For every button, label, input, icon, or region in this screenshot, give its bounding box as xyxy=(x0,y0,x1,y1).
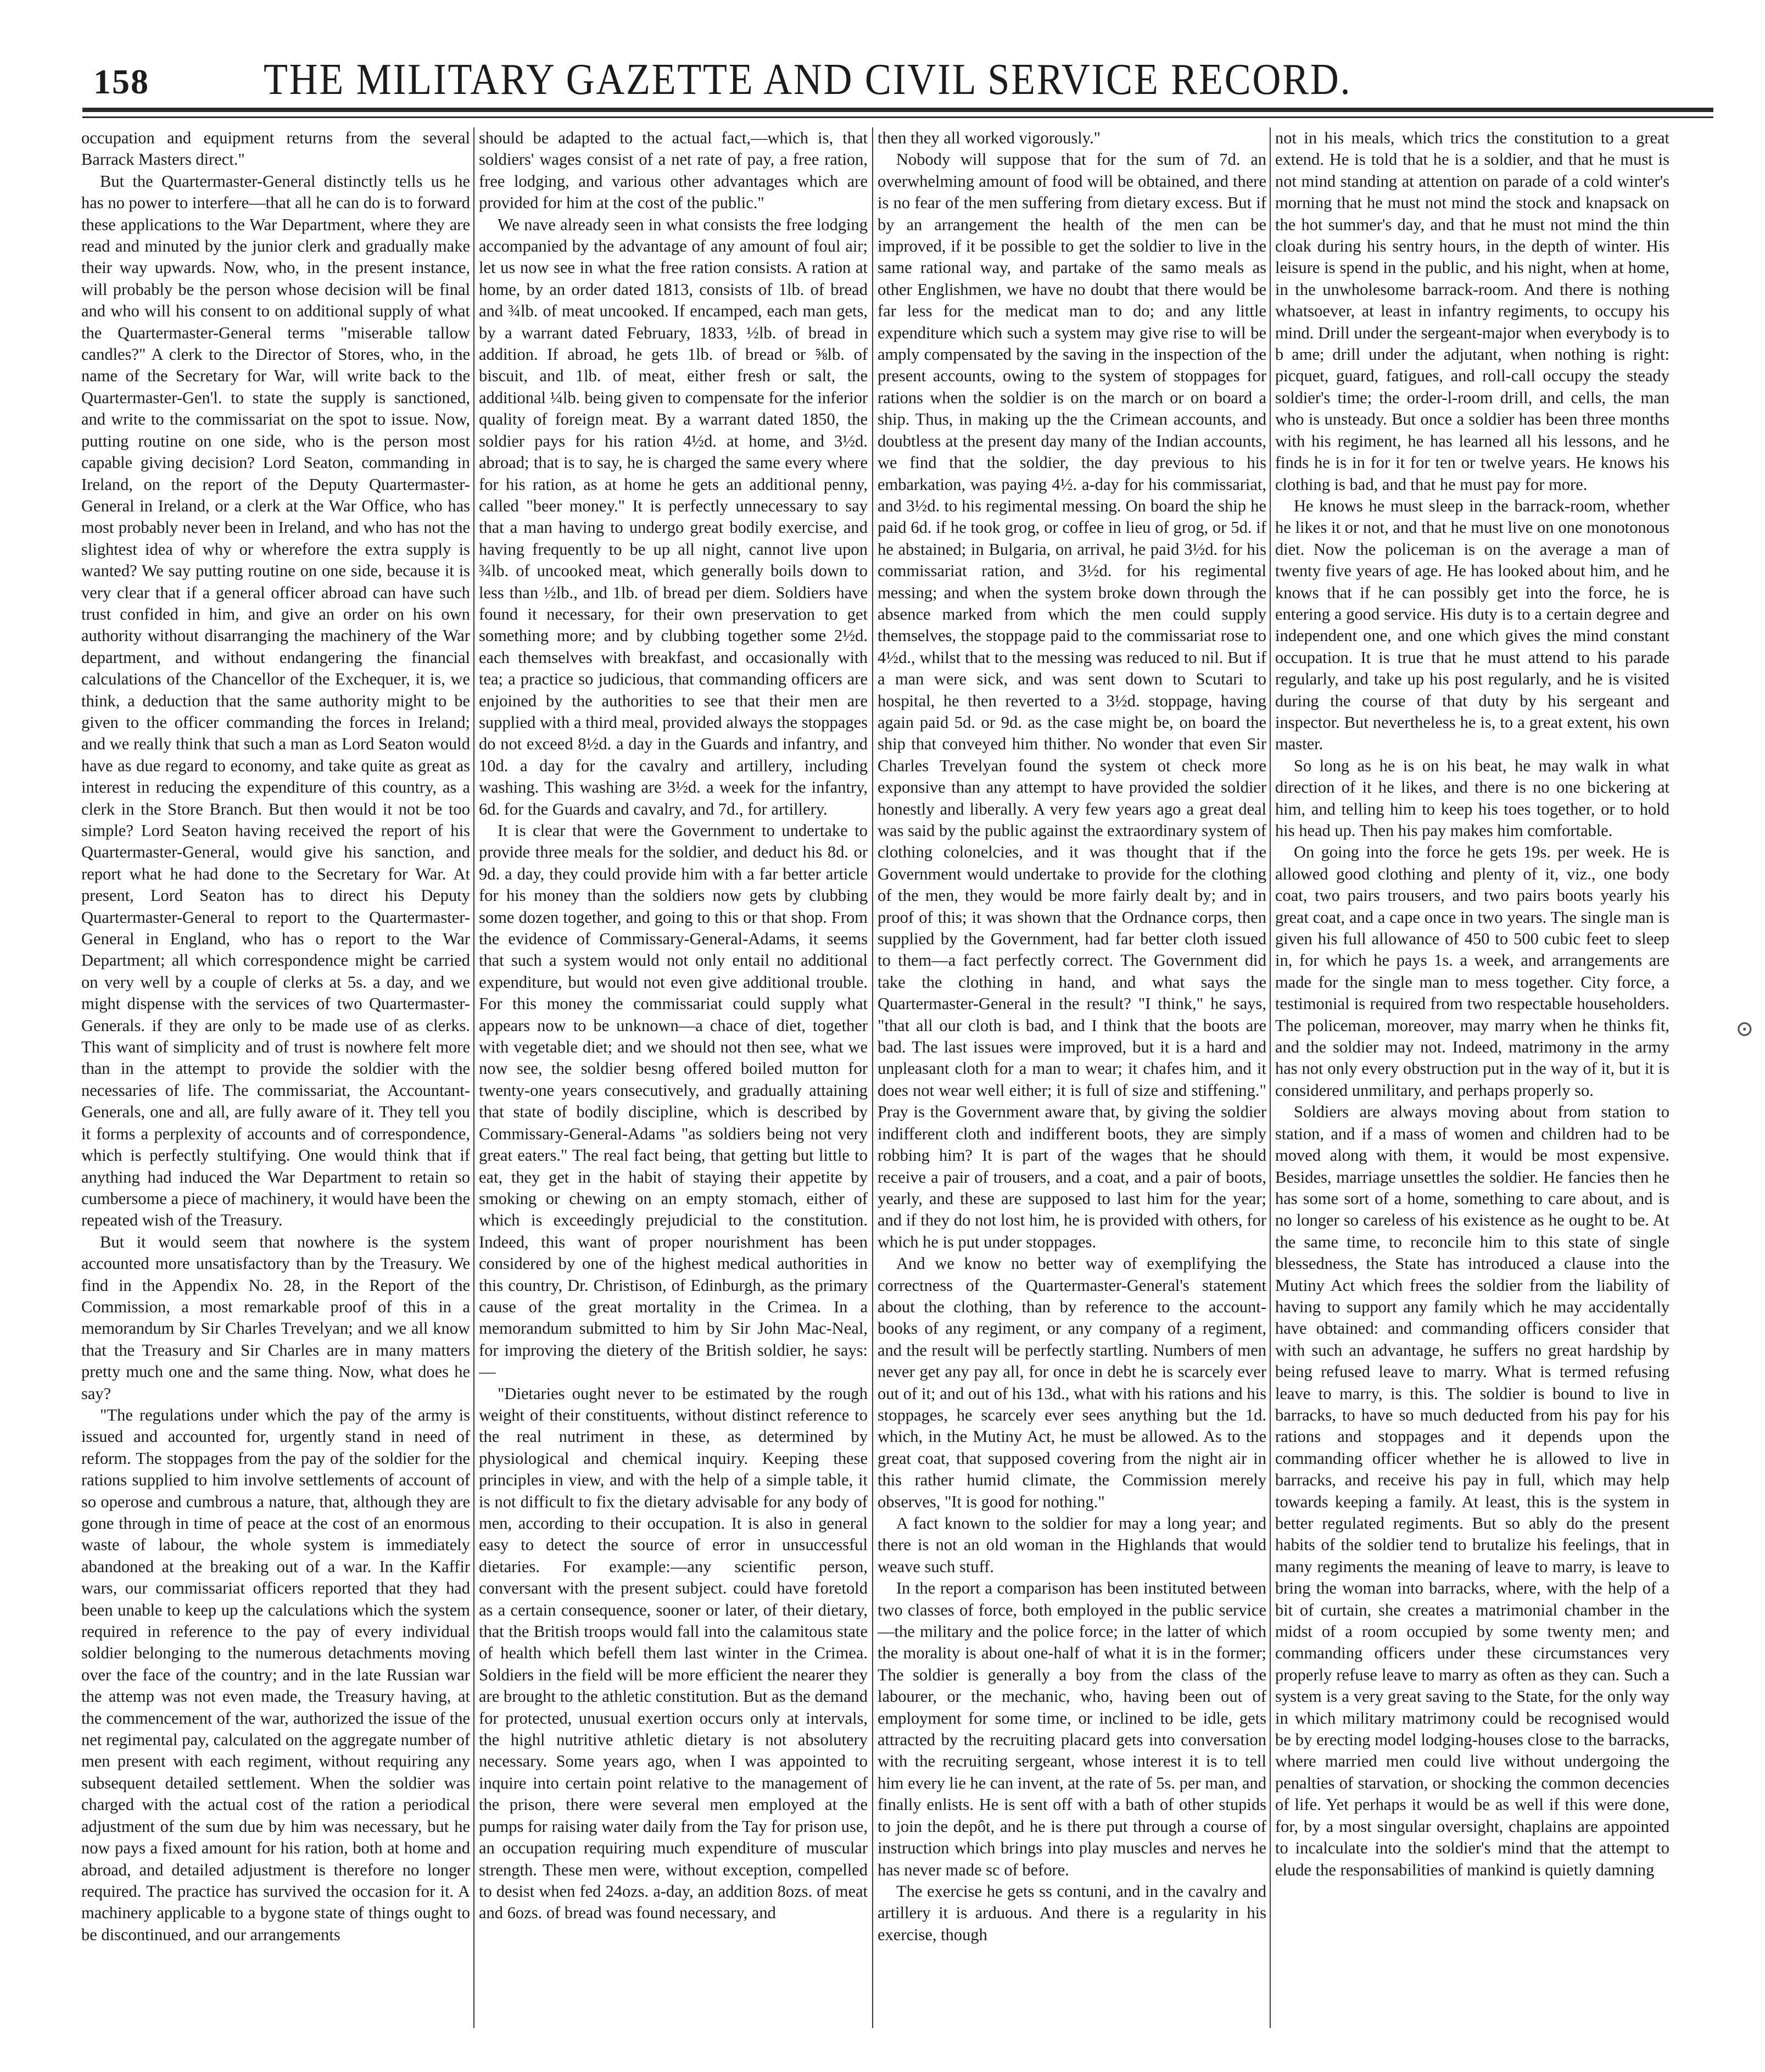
binding-mark-icon: ⊙ xyxy=(1735,1016,1754,1041)
column-divider xyxy=(1270,127,1271,2028)
article-column-3 xyxy=(878,127,1266,2017)
article-column-4 xyxy=(1275,127,1669,2017)
quoted-paragraph: "The regulations under which the pay of the army is issued and accounted for, urgently stand in need of reform. The stoppages from the pay of the soldier for the rations supplied to him involve settlements of account of so operose and cumbrous a nature, that, although they are gone through in time of peace at the cost of an enormous waste of labour, the whole system is immediately abandoned at the breaking out of a war. In the Kaffir wars, our commissariat officers reported that they had been unable to keep up the calculations which the system required in reference to the pay of every individual soldier belonging to the numerous detachments moving over the face of the country; and in the late Russian war the attemp was not even made, the Treasury having, at the commencement of the war, authorized the issue of the net regimental pay, calculated on the aggregate number of men present with each regiment, without requiring any subsequent detailed settlement. When the soldier was charged with the actual cost of the ration a periodical adjustment of the sum due by him was necessary, but he now pays a fixed amount for his ration, both at home and abroad, and detailed adjustment is therefore no longer required. The practice has survived the occasion for it. A machinery applicable to a bygone state of things ought to be discontinued, and our arrangements xyxy=(81,1405,470,1944)
paragraph: occupation and equipment returns from the several Barrack Masters direct." xyxy=(81,129,470,169)
paragraph: It is clear that were the Government to undertake to provide three meals for the soldier, and deduct his 8d. or 9d. a day, they could provide him with a far better article for his money than the soldiers now gets by clubbing some dozen together, and going to this or that shop. From the evidence of Commissary-General-Adams, it seems that such a system would not only entail no additional expenditure, but would not even give additional trouble. For this money the commissariat could supply what appears now to be unknown—a chace of diet, together with vegetable diet; and we should not then see, what we now see, the soldier besng offered boiled mutton for twenty-one years consecutively, and gradually attaining that state of bodily discipline, which is described by Commissary-General-Adams "as soldiers being not very great eaters." The real fact being, that getting but little to eat, they get in the habit of staying their appetite by smoking or chewing on an empty stomach, either of which is exceedingly prejudicial to the constitution. Indeed, this want of proper nourishment has been considered by one of the highest medical authorities in this country, Dr. Christison, of Edinburgh, as the primary cause of the great mortality in the Crimea. In a memorandum submitted to him by Sir John Mac-Neal, for improving the dietery of the British soldier, he says:— xyxy=(479,821,868,1382)
header-rule-thin xyxy=(82,116,1713,118)
paragraph: The exercise he gets ss contuni, and in the cavalry and artillery it is arduous. And there is a regularity in his exercise, though xyxy=(878,1881,1266,1944)
page-number: 158 xyxy=(93,62,149,101)
paragraph: He knows he must sleep in the barrack-room, whether he likes it or not, and that he must live on one monotonous diet. Now the policeman is on the average a man of twenty five years of age. He has looked about him, and he knows that if he can possibly get into the force, he is entering a good service. His duty is to a certain degree and independent one, and one which gives the mind constant occupation. It is true that he must attend to his parade regularly, and take up his post regularly, and he is visited during the course of that duty by his sergeant and inspector. But nevertheless he is, to a great extent, his own master. xyxy=(1275,496,1669,754)
paragraph: A fact known to the soldier for may a long year; and there is not an old woman in the Highlands that would weave such stuff. xyxy=(878,1514,1266,1576)
paragraph: then they all worked vigorously." xyxy=(878,129,1101,147)
paragraph: Nobody will suppose that for the sum of 7d. an overwhelming amount of food will be obtained, and there is no fear of the men suffering from dietary excess. But if by an arrangement the health of the men can be improved, if it be possible to get the soldier to live in the same rational way, and partake of the samo meals as other Englishmen, we have no doubt that there would be far less for the medicat man to do; and any little expenditure which such a system may give rise to will be amply compensated by the saving in the inspection of the present accounts, owing to the system of stoppages for rations when the soldier is on the march or on board a ship. Thus, in making up the the Crimean accounts, and doubtless at the present day many of the Indian accounts, we find that the soldier, the day previous to his embarkation, was paying 4½. a-day for his commissariat, and 3½d. to his regimental messing. On board the ship he paid 6d. if he took grog, or coffee in lieu of grog, or 5d. if he abstained; in Bulgaria, on arrival, he paid 3½d. for his commissariat ration, and 3½d. for his regimental messing; and when the system broke down through the absence marked from which the men could supply themselves, the stoppage paid to the commissariat rose to 4½d., whilst that to the messing was reduced to nil. But if a man were sick, and was sent down to Scutari to hospital, he then reverted to a 3½d. stoppage, having again paid 5d. or 9d. as the case might be, on board the ship that conveyed him thither. No wonder that even Sir Charles Trevelyan found the system ot check more exponsive than any attempt to have provided the soldier honestly and liberally. A very few years ago a great deal was said by the public against the extraordinary system of clothing colonelcies, and it was thought that if the Government would undertake to provide for the clothing of the men, they would be more fairly dealt by; and in proof of this; it was shown that the Ordnance corps, then supplied by the Government, had far better cloth issued to them—a fact perfectly correct. The Government did take the clothing in hand, and what says the Quartermaster-General in the result? "I think," he says, "that all our cloth is bad, and I think that the boots are bad. The last issues were improved, but it is a hard and unpleasant cloth for a man to wear; it chafes him, and it does not wear well either; it is full of size and stiffening." Pray is the Government aware that, by giving the soldier indifferent cloth and indifferent boots, they are simply robbing him? It is part of the wages that he should receive a pair of trousers, and a coat, and a pair of boots, yearly, and these are supposed to last him for the year; and if they do not lost him, he is provided with others, for which he is put under stoppages. xyxy=(878,150,1266,1251)
article-column-1 xyxy=(81,127,470,2017)
header-rule-thick xyxy=(82,108,1713,112)
paragraph: In the report a comparison has been instituted between two classes of force, both employed in the public service—the military and the police force; in the latter of which the morality is about one-half of what it is in the former; The soldier is generally a boy from the class of the labourer, or the mechanic, who, having been out of employment for some time, or inclined to be idle, gets attracted by the recruiting placard gets into conversation with the recruiting sergeant, whose interest it is to tell him every lie he can invent, at the rate of 5s. per man, and finally enlists. He is sent off with a bath of other stupids to join the depôt, and he is there put through a course of instruction which brings into play muscles and nerves he has never made sc of before. xyxy=(878,1579,1266,1879)
page-header xyxy=(82,55,1708,110)
paragraph: should be adapted to the actual fact,—which is, that soldiers' wages consist of a net rate of pay, a free ration, free lodging, and various other advantages which are provided for him at the cost of the public." xyxy=(479,129,868,213)
paragraph: We nave already seen in what consists the free lodging accompanied by the advantage of any amount of foul air; let us now see in what the free ration consists. A ration at home, by an order dated 1813, consists of 1lb. of bread and ¾lb. of meat uncooked. If encamped, each man gets, by a warrant dated February, 1833, ½lb. of bread in addition. If abroad, he gets 1lb. of bread or ⅝lb. of biscuit, and 1lb. of meat, either fresh or salt, the additional ¼lb. being given to compensate for the inferior quality of foreign meat. By a warrant dated 1850, the soldier pays for his ration 4½d. at home, and 3½d. abroad; that is to say, he is charged the same every where for his ration, as at home he gets an additional penny, called "beer money." It is perfectly unnecessary to say that a man having to undergo great bodily exercise, and having frequently to be up all night, cannot live upon ¾lb. of uncooked meat, which generally boils down to less than ½lb., and 1lb. of bread per diem. Soldiers have found it necessary, for their own preservation to get something more; and by clubbing together some 2½d. each themselves with breakfast, and occasionally with tea; a practice so judicious, that commanding officers are enjoined by the authorities to see that their men are supplied with a third meal, provided always the stoppages do not exceed 8½d. a day in the Guards and infantry, and 10d. a day for the cavalry and artillery, including washing. This washing are 3½d. a week for the infantry, 6d. for the Guards and cavalry, and 7d., for artillery. xyxy=(479,215,868,818)
paragraph: And we know no better way of exemplifying the correctness of the Quartermaster-General's statement about the clothing, than by reference to the account-books of any regiment, or any company of a regiment, and the result will be perfectly startling. Numbers of men never get any pay all, for once in debt he is scarcely ever out of it; and out of his 13d., what with his rations and his stoppages, he scarcely ever sees anything but the 1d. which, in the Mutiny Act, he must be allowed. As to the great coat, that supposed covering from the night air in this rather humid climate, the Commission merely observes, "It is good for nothing." xyxy=(878,1254,1266,1511)
paragraph: But it would seem that nowhere is the system accounted more unsatisfactory than by the Treasury. We find in the Appendix No. 28, in the Report of the Commission, a most remarkable proof of this in a memorandum by Sir Charles Trevelyan; and we all know that the Treasury and Sir Charles are in many matters pretty much one and the same thing. Now, what does he say? xyxy=(81,1232,470,1403)
paragraph: So long as he is on his beat, he may walk in what direction of it he likes, and there is no one bickering at him, and telling him to keep his toes together, or to hold his head up. Then his pay makes him comfortable. xyxy=(1275,756,1669,840)
paragraph: Soldiers are always moving about from station to station, and if a mass of women and children had to be moved along with them, it would be most expensive. Besides, marriage unsettles the soldier. He fancies then he has some sort of a home, something to care about, and is no longer so careless of his existence as he ought to be. At the same time, to reconcile him to this state of single blessedness, the State has introduced a clause into the Mutiny Act which frees the soldier from the liability of having to support any family which he may accidentally have obtained: and commanding officers consider that with such an advantage, he suffers no great hardship by being refused leave to marry. What is termed refusing leave to marry, is this. The soldier is bound to live in barracks, to have so much deducted from his pay for his rations and stoppages and it depends upon the commanding officer whether he is allowed to live in barracks, and receive his pay in full, which may help towards keeping a family. At least, this is the system in better regulated regiments. But so ably do the present habits of the soldier tend to brutalize his feelings, that in many regiments the meaning of leave to marry, is leave to bring the woman into barracks, where, with the help of a bit of curtain, she creates a matrimonial chamber in the midst of a room occupied by some twenty men; and commanding officers under these circumstances very properly refuse leave to marry as often as they can. Such a system is a very great saving to the State, for the only way in which military matrimony could be recognised would be by erecting model lodging-houses close to the barracks, where married men could live without undergoing the penalties of starvation, or shocking the common decencies of life. Yet perhaps it would be as well if this were done, for, by a most singular oversight, chaplains are appointed to incalculate into the soldier's mind that the attempt to elude the responsabilities of mankind is quietly damning xyxy=(1275,1102,1669,1879)
column-divider xyxy=(872,127,873,2028)
quoted-paragraph: "Dietaries ought never to be estimated by the rough weight of their constituents, without distinct reference to the real nutriment in these, as determined by physiological and chemical inquiry. Keeping these principles in view, and with the help of a simple table, it is not difficult to fix the dietary advisable for any body of men, according to their occupation. It is also in general easy to detect the source of error in unsuccessful dietaries. For example:—any scientific person, conversant with the present subject. could have foretold as a certain consequence, sooner or later, of their dietary, that the British troops would fall into the calamitous state of health which befell them last winter in the Crimea. Soldiers in the field will be more efficient the nearer they are brought to the athletic constitution. But as the demand for protected, unusual exertion occurs only at intervals, the highl nutritive athletic dietary is not absolutery necessary. Some years ago, when I was appointed to inquire into certain point relative to the management of the prison, there were several men employed at the pumps for raising water daily from the Tay for prison use, an occupation requiring much expenditure of muscular strength. These men were, without exception, compelled to desist when fed 24ozs. a-day, an addition 8ozs. of meat and 6ozs. of bread was found necessary, and xyxy=(479,1384,868,1923)
paragraph: But the Quartermaster-General distinctly tells us he has no power to interfere—that all he can do is to forward these applications to the War Department, where they are read and minuted by the junior clerk and gradually make their way upwards. Now, who, in the present instance, will probably be the person whose decision will be final and who will his consent to on additional supply of what the Quartermaster-General terms "miserable tallow candles?" A clerk to the Director of Stores, who, in the name of the Secretary for War, will write back to the Quartermaster-Gen'l. to state the supply is sanctioned, and write to the commissariat on the spot to issue. Now, putting routine on one side, who is the person most capable giving decision? Lord Seaton, commanding in Ireland, on the report of the Deputy Quartermaster-General in Ireland, or a clerk at the War Office, who has most probably never been in Ireland, and who has not the slightest idea of why or wherefore the extra supply is wanted? We say putting routine on one side, because it is very clear that if a general officer abroad can have such trust confided in him, and give an order on his own authority without disarranging the machinery of the War department, and without endangering the financial calculations of the Chancellor of the Exchequer, it is, we think, a deduction that the same authority might to be given to the officer commanding the forces in Ireland; and we really think that such a man as Lord Seaton would have as due regard to economy, and take quite as great as interest in reducing the expenditure of this country, as a clerk in the Store Branch. But then would it not be too simple? Lord Seaton having received the report of his Quartermaster-General, would give his sanction, and report what he had done to the Secretary for War. At present, Lord Seaton has to direct his Deputy Quartermaster-General to report to the Quartermaster-General in England, who has o report to the War Department; all which correspondence might be carried on very well by a couple of clerks at 5s. a day, and we might dispense with the services of two Quartermaster-Generals. if they are only to be made use of as clerks. This want of simplicity and of trust is nowhere felt more than in the attempt to provide the soldier with the necessaries of life. The commissariat, the Accountant-Generals, one and all, are fully aware of it. They tell you it forms a perplexity of accounts and of correspondence, which is perfectly stultifying. One would think that if anything had induced the War Department to retain so cumbersome a piece of machinery, it would have been the repeated wish of the Treasury. xyxy=(81,171,470,1230)
masthead-title: THE MILITARY GAZETTE AND CIVIL SERVICE RECORD. xyxy=(264,55,1352,104)
column-divider xyxy=(473,127,474,2028)
paragraph: On going into the force he gets 19s. per week. He is allowed good clothing and plenty of it, viz., one body coat, two pairs trousers, and two pairs boots yearly his great coat, and a cape once in two years. The single man is given his full allowance of 450 to 500 cubic feet to sleep in, for which he pays 1s. a week, and arrangements are made for the single man to mess together. City force, a testimonial is required from two respectable householders. The policeman, moreover, may marry when he thinks fit, and the soldier may not. Indeed, matrimony in the army has not only every obstruction put in the way of it, but it is considered unmilitary, and perhaps properly so. xyxy=(1275,843,1669,1100)
article-column-2 xyxy=(479,127,868,2017)
paragraph: not in his meals, which trics the constitution to a great extend. He is told that he is a soldier, and that he must is not mind standing at attention on parade of a cold winter's morning that he must not mind the stock and knapsack on the hot summer's day, and that he must not mind the thin cloak during his sentry hours, in the depth of winter. His leisure is spend in the public, and his night, when at home, in the unwholesome barrack-room. And there is nothing whatsoever, at least in infantry regiments, to occupy his mind. Drill under the sergeant-major when everybody is to b ame; drill under the adjutant, when nothing is right: picquet, guard, fatigues, and roll-call occupy the steady soldier's time; the order-l-room drill, and cells, the man who is unsteady. But once a soldier has been three months with his regiment, he has learned all his lessons, and he finds he is in for it for ten or twelve years. He knows his clothing is bad, and that he must pay for more. xyxy=(1275,129,1669,494)
